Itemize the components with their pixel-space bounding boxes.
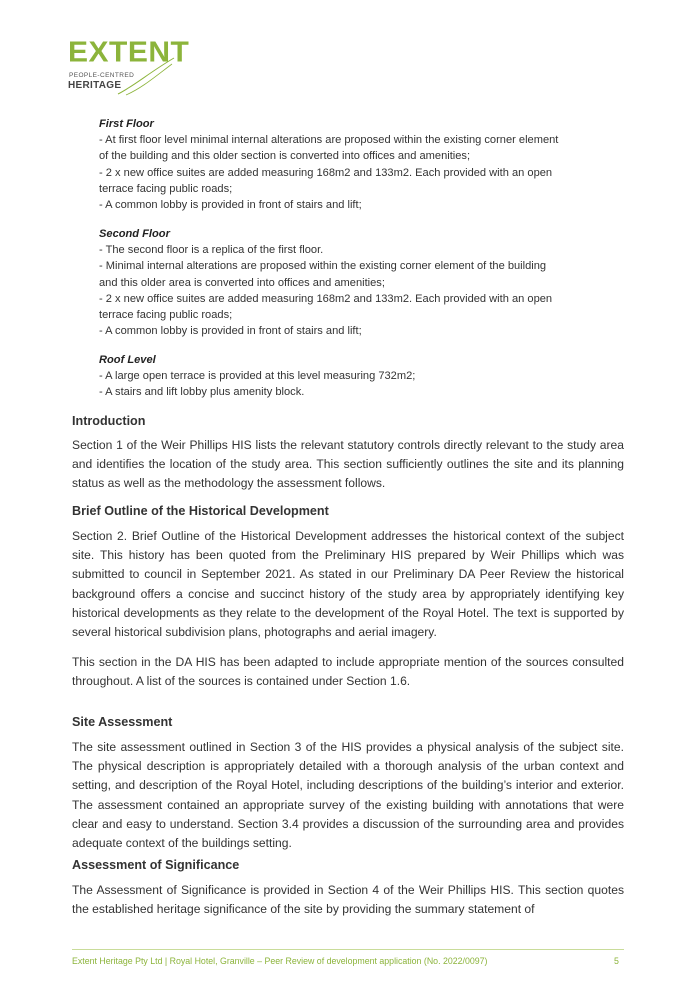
site-assessment-heading: Site Assessment bbox=[72, 715, 173, 729]
extent-heritage-logo bbox=[68, 38, 188, 98]
historical-heading: Brief Outline of the Historical Development bbox=[72, 504, 329, 518]
logo-tagline-2: HERITAGE bbox=[68, 80, 122, 91]
logo-tagline-1: PEOPLE-CENTRED bbox=[69, 72, 135, 79]
significance-section bbox=[72, 857, 624, 919]
second-floor-line: - The second floor is a replica of the first floor. bbox=[99, 244, 324, 257]
page-number: 5 bbox=[614, 956, 619, 966]
introduction-paragraph: Section 1 of the Weir Phillips HIS lists the relevant statutory controls directly relevant to the study area and identifies the location of the study area. This section sufficiently outlines the site and its planning status as well as the methodology the assessment follows. bbox=[72, 438, 624, 491]
roof-level-heading: Roof Level bbox=[99, 354, 156, 366]
historical-sources-paragraph: This section in the DA HIS has been adapted to include appropriate mention of the sources consulted throughout. A list of the sources is contained under Section 1.6. bbox=[72, 655, 624, 689]
historical-section bbox=[72, 503, 624, 692]
site-assessment-paragraph: The site assessment outlined in Section 3 of the HIS provides a physical analysis of the subject site. The physical description is appropriately detailed with a thorough analysis of the urban context and setting, and description of the Royal Hotel, including descriptions of the building’s interior and exterior. The assessment contained an appropriate survey of the existing building with annotations that were clear and easy to understand. Section 3.4 provides a discussion of the surrounding area and provides adequate context of the buildings setting. bbox=[72, 740, 624, 851]
site-assessment-section bbox=[72, 714, 624, 853]
roof-level-line: - A stairs and lift lobby plus amenity block. bbox=[99, 386, 305, 399]
significance-heading: Assessment of Significance bbox=[72, 858, 240, 872]
footer-text: Extent Heritage Pty Ltd | Royal Hotel, Granville – Peer Review of development application (No. 2022/0097) bbox=[72, 956, 488, 966]
roof-level-section bbox=[99, 352, 597, 401]
second-floor-line: terrace facing public roads; bbox=[99, 309, 233, 322]
first-floor-section bbox=[99, 116, 597, 213]
second-floor-line: - Minimal internal alterations are proposed within the existing corner element of the building bbox=[99, 260, 547, 273]
significance-paragraph: The Assessment of Significance is provided in Section 4 of the Weir Phillips HIS. This section quotes the established heritage significance of the site by providing the summary statement of bbox=[72, 883, 624, 917]
first-floor-line: - At first floor level minimal internal alterations are proposed within the existing corner element bbox=[99, 134, 559, 147]
second-floor-heading: Second Floor bbox=[99, 228, 170, 240]
second-floor-line: - 2 x new office suites are added measuring 168m2 and 133m2. Each provided with an open bbox=[99, 292, 553, 305]
second-floor-section bbox=[99, 226, 597, 339]
first-floor-line: - A common lobby is provided in front of stairs and lift; bbox=[99, 199, 362, 212]
footer-divider bbox=[72, 949, 624, 950]
introduction-section bbox=[72, 413, 624, 494]
first-floor-line: - 2 x new office suites are added measuring 168m2 and 133m2. Each provided with an open bbox=[99, 166, 553, 179]
introduction-heading: Introduction bbox=[72, 414, 146, 428]
first-floor-line: terrace facing public roads; bbox=[99, 182, 233, 195]
first-floor-heading: First Floor bbox=[99, 118, 154, 130]
first-floor-line: of the building and this older section is converted into offices and amenities; bbox=[99, 150, 471, 163]
logo-brand: EXTENT bbox=[68, 36, 190, 69]
second-floor-line: and this older area is converted into offices and amenities; bbox=[99, 276, 385, 289]
roof-level-line: - A large open terrace is provided at this level measuring 732m2; bbox=[99, 370, 416, 383]
second-floor-line: - A common lobby is provided in front of stairs and lift; bbox=[99, 325, 362, 338]
historical-paragraph: Section 2. Brief Outline of the Historical Development addresses the historical context of the subject site. This history has been quoted from the Preliminary HIS prepared by Weir Phillips which was submitted to council in September 2021. As stated in our Preliminary DA Peer Review the historical background offers a concise and succinct history of the study area by appropriately identifying key historical developments as they relate to the development of the Royal Hotel. The text is supported by several historical subdivision plans, photographs and aerial imagery. bbox=[72, 529, 624, 640]
